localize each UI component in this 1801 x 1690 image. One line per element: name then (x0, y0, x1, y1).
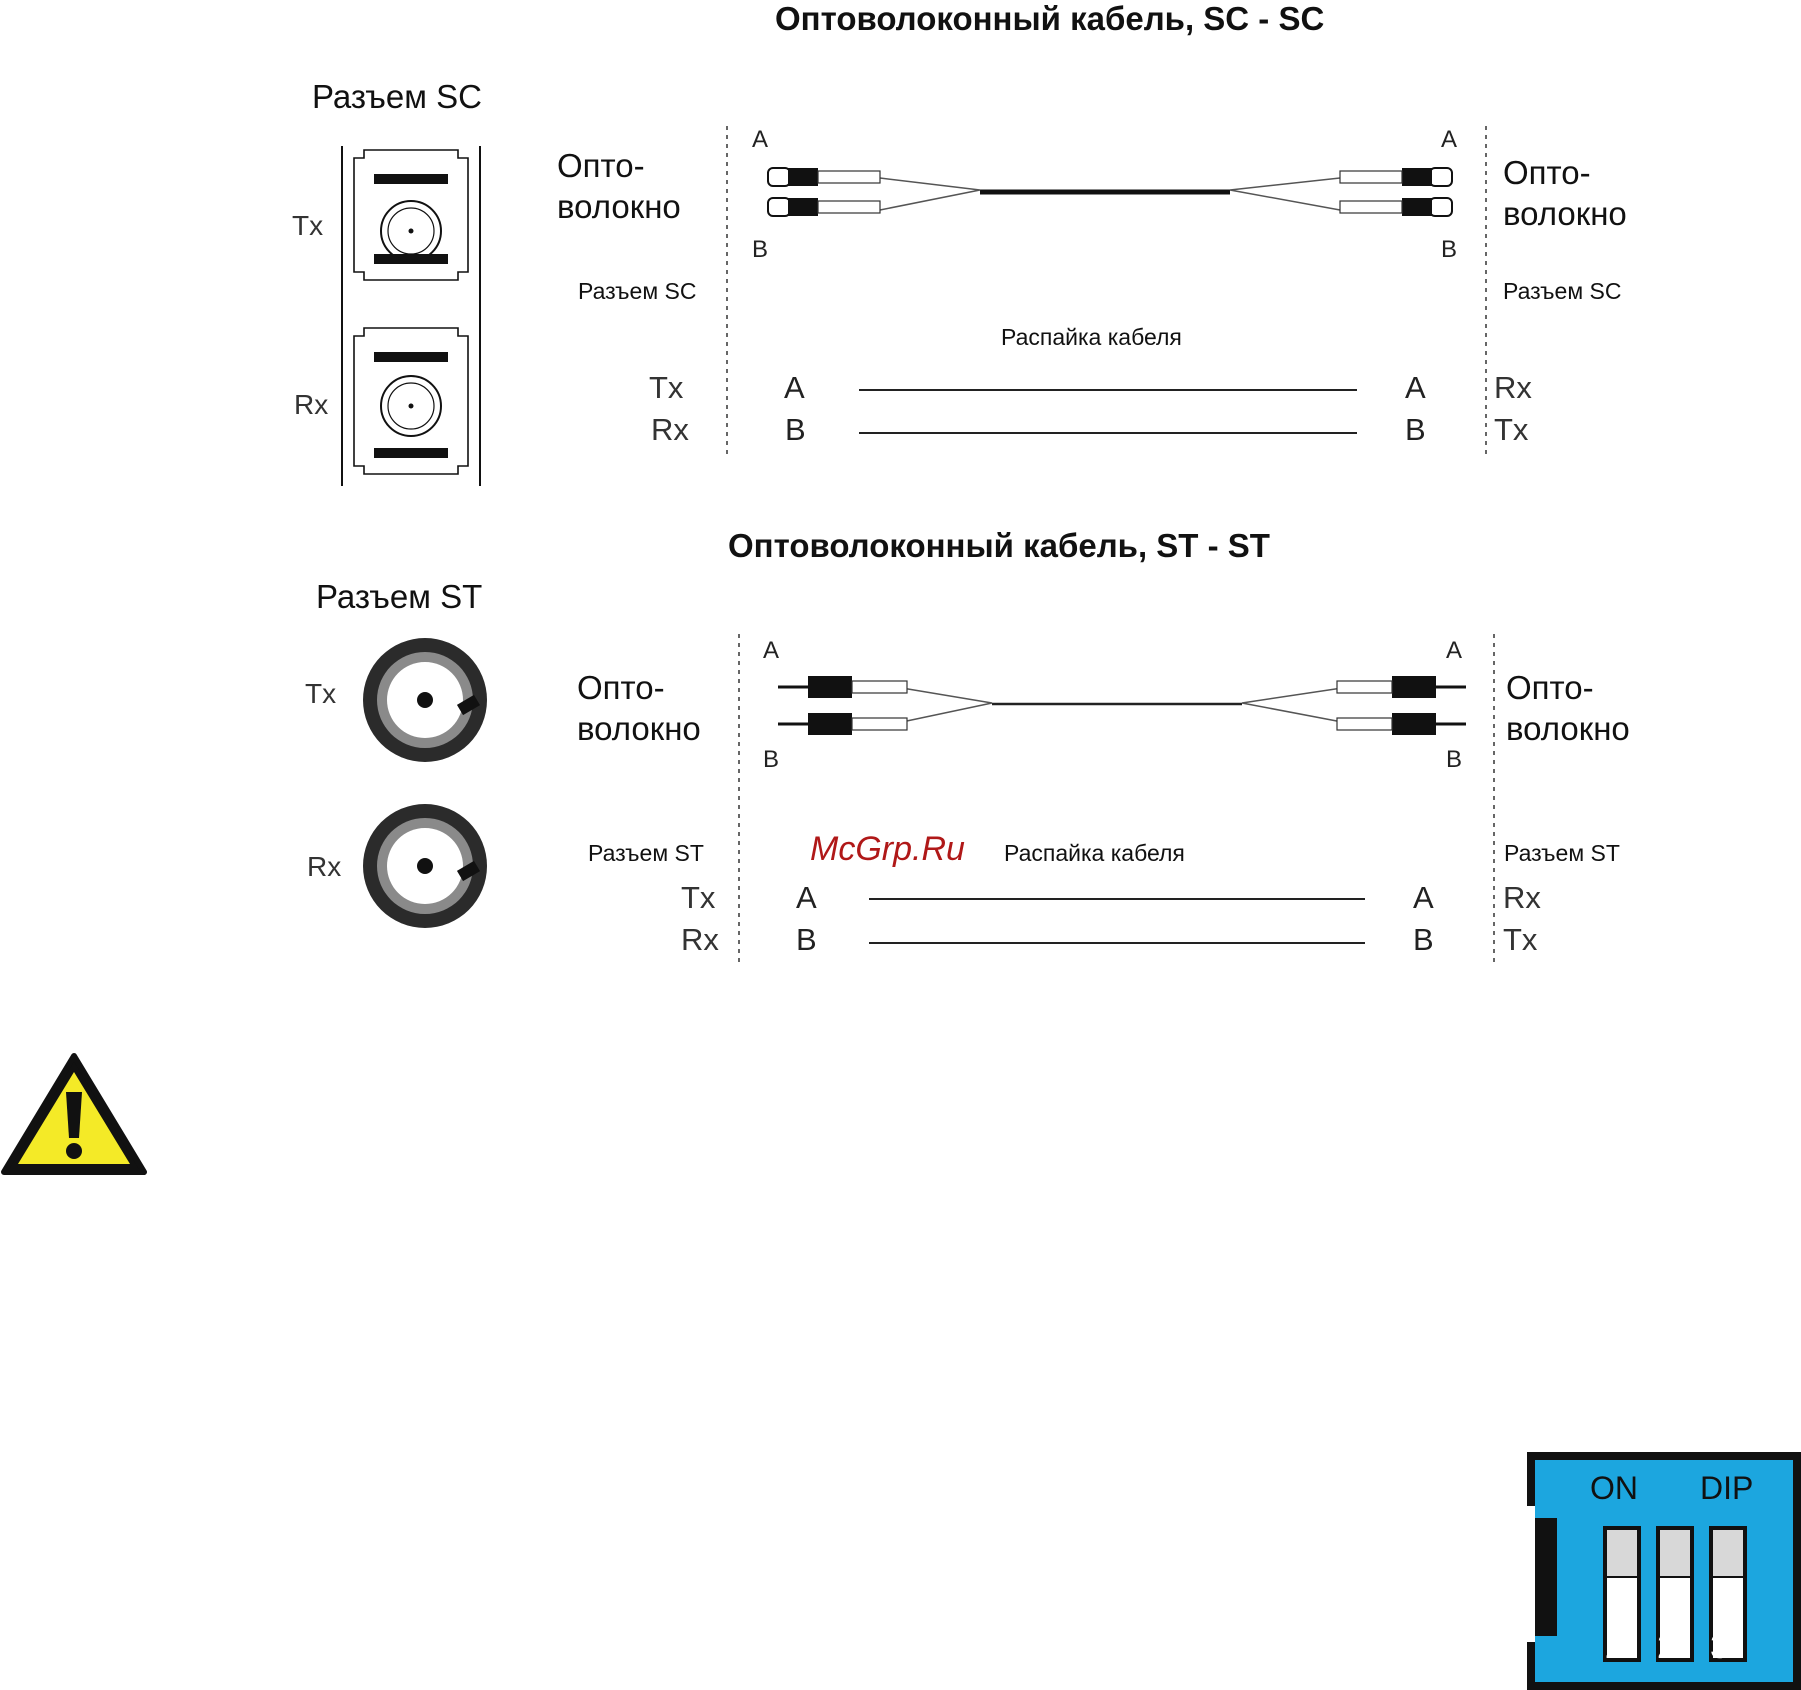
st-right-connector-label: Разъем ST (1504, 840, 1620, 866)
warning-triangle-icon (0, 1052, 148, 1178)
dip-switch-3-number: 3 (1710, 1628, 1729, 1666)
sc-left-end-a: A (752, 126, 769, 153)
sc-section-title: Оптоволоконный кабель, SC - SC (775, 0, 1325, 37)
sc-pinout-row1-right-signal: Rx (1494, 370, 1532, 405)
sc-pinout-title: Распайка кабеля (1001, 324, 1182, 350)
st-right-end-a: A (1446, 637, 1463, 664)
sc-pinout-row1-left-signal: Tx (649, 370, 684, 405)
sc-right-end-b: B (1441, 236, 1458, 263)
st-left-end-a: A (763, 637, 780, 664)
st-left-connector-label: Разъем ST (588, 840, 704, 866)
sc-pinout-row1-left-pin: A (784, 370, 805, 405)
st-pinout-row1-right-signal: Rx (1503, 880, 1541, 915)
st-pinout-row2-left-signal: Rx (681, 922, 719, 957)
st-section-title: Оптоволоконный кабель, ST - ST (728, 527, 1270, 564)
sc-tx-label: Tx (292, 210, 324, 241)
sc-pinout-row2-right-pin: B (1405, 412, 1426, 447)
sc-pinout-row1-right-pin: A (1405, 370, 1426, 405)
sc-left-connector-label: Разъем SC (578, 278, 697, 304)
st-pinout-title: Распайка кабеля (1004, 840, 1185, 866)
st-right-fiber-text: Опто- волокно (1506, 669, 1630, 748)
st-pinout-row2-right-signal: Tx (1503, 922, 1538, 957)
st-pinout-row2-right-pin: B (1413, 922, 1434, 957)
sc-connector-title: Разъем SC (312, 78, 482, 115)
dip-switch-2-number: 2 (1657, 1628, 1676, 1666)
dip-dip-label: DIP (1700, 1470, 1754, 1506)
st-pinout-row1-left-pin: A (796, 880, 817, 915)
dip-switch-1-number: 1 (1604, 1628, 1623, 1666)
st-left-end-b: B (763, 746, 780, 773)
sc-pinout-row2-right-signal: Tx (1494, 412, 1529, 447)
watermark: McGrp.Ru (810, 830, 965, 868)
sc-left-end-b: B (752, 236, 769, 263)
dip-on-label: ON (1590, 1470, 1638, 1506)
sc-left-fiber-text: Опто- волокно (557, 147, 681, 226)
sc-pinout-row2-left-pin: B (785, 412, 806, 447)
st-rx-label: Rx (307, 851, 342, 882)
st-right-end-b: B (1446, 746, 1463, 773)
st-left-fiber-text: Опто- волокно (577, 669, 701, 748)
sc-right-end-a: A (1441, 126, 1458, 153)
st-connector-title: Разъем ST (316, 578, 483, 615)
sc-right-fiber-text: Опто- волокно (1503, 154, 1627, 233)
st-pinout-row1-right-pin: A (1413, 880, 1434, 915)
st-pinout-row1-left-signal: Tx (681, 880, 716, 915)
sc-rx-label: Rx (294, 389, 329, 420)
st-tx-label: Tx (305, 678, 337, 709)
sc-right-connector-label: Разъем SC (1503, 278, 1622, 304)
sc-pinout-row2-left-signal: Rx (651, 412, 689, 447)
st-pinout-row2-left-pin: B (796, 922, 817, 957)
